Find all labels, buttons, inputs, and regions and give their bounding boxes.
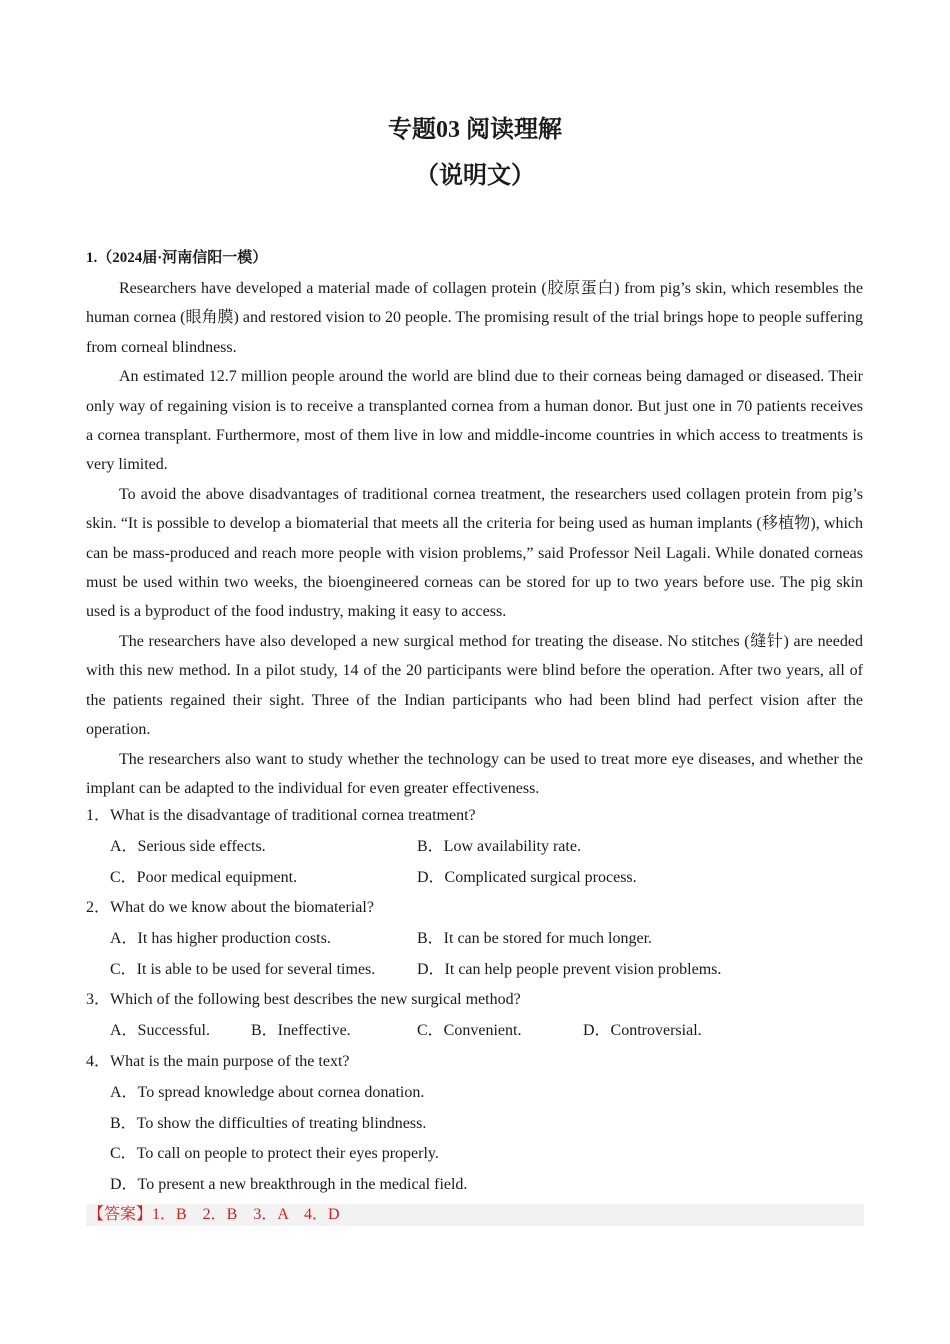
question-option: B．Ineffective.: [251, 1022, 351, 1039]
question-option: A．To spread knowledge about cornea donation.: [110, 1084, 425, 1101]
question-option: C．To call on people to protect their eyes properly.: [110, 1145, 439, 1162]
passage-paragraph: Researchers have developed a material made of collagen protein (胶原蛋白) from pig’s skin, which resembles the human cornea (眼角膜) and restored vision to 20 people. The promising result of the trial brings hope to people suffering from corneal blindness.: [86, 280, 864, 356]
question-option: A．Serious side effects.: [110, 838, 266, 855]
question-stem: 4．What is the main purpose of the text?: [86, 1053, 350, 1070]
page-subtitle: （说明文）: [415, 163, 535, 189]
question-option: D．Controversial.: [583, 1022, 702, 1039]
question-stem: 3．Which of the following best describes the new surgical method?: [86, 991, 521, 1008]
page-title: 专题03 阅读理解: [388, 117, 562, 143]
question-option: D．It can help people prevent vision problems.: [417, 961, 722, 978]
passage-paragraph: An estimated 12.7 million people around the world are blind due to their corneas being damaged or diseased. Their only way of regaining vision is to receive a transplanted cornea from a human donor. But just one in 70 patients receives a cornea transplant. Furthermore, most of them live in low and middle-income countries in which access to treatments is very limited.: [86, 368, 863, 474]
passage-source: 1.（2024届·河南信阳一模）: [86, 250, 268, 266]
question-stem: 1．What is the disadvantage of traditional cornea treatment?: [86, 807, 476, 824]
question-option: A．It has higher production costs.: [110, 930, 331, 947]
question-option: C．Convenient.: [417, 1022, 522, 1039]
question-option: D．To present a new breakthrough in the medical field.: [110, 1176, 468, 1193]
passage-paragraph: The researchers have also developed a new surgical method for treating the disease. No stitches (缝针) are needed with this new method. In a pilot study, 14 of the 20 participants were blind before the operation. After two years, all of the patients regained their sight. Three of the Indian participants who had been blind had perfect vision after the operation.: [86, 632, 863, 739]
question-option: A．Successful.: [110, 1022, 210, 1039]
question-option: B．It can be stored for much longer.: [417, 930, 653, 947]
passage-body: [86, 274, 863, 803]
question-stem: 2．What do we know about the biomaterial?: [86, 899, 374, 916]
question-option: D．Complicated surgical process.: [417, 869, 637, 886]
question-option: B．Low availability rate.: [417, 838, 581, 855]
passage-paragraph: To avoid the above disadvantages of traditional cornea treatment, the researchers used collagen protein from pig’s skin. “It is possible to develop a biomaterial that meets all the criteria for being used as human implants (移植物), which can be mass-produced and reach more people with vision problems,” said Professor Neil Lagali. While donated corneas must be used within two weeks, the bioengineered corneas can be stored for up to two years before use. The pig skin used is a byproduct of the food industry, making it easy to access.: [86, 485, 863, 621]
question-option: B．To show the difficulties of treating blindness.: [110, 1115, 427, 1132]
question-option: C．It is able to be used for several times.: [110, 961, 376, 978]
answer-key: 【答案】1．B 2．B 3．A 4．D: [88, 1206, 340, 1223]
passage-paragraph: The researchers also want to study whether the technology can be used to treat more eye diseases, and whether the implant can be adapted to the individual for even greater effectiveness.: [86, 750, 863, 797]
question-option: C．Poor medical equipment.: [110, 869, 298, 886]
